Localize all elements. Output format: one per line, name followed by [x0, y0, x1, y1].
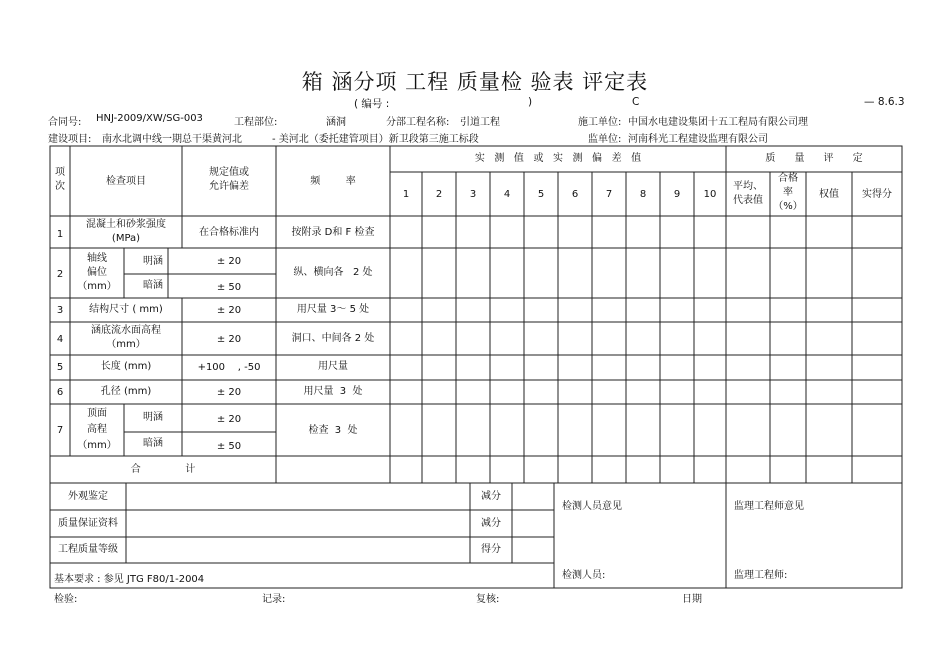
serial-code: — 8.6.3	[864, 96, 905, 108]
row-4-item: 涵底流水面高程 （mm）	[91, 325, 161, 350]
supervisor-label: 监单位:	[588, 134, 622, 145]
footer-record: 记录:	[262, 594, 286, 605]
row-2-tolerance-1: ± 20	[216, 256, 242, 267]
contractor-label: 施工单位:	[578, 117, 622, 128]
row-2-tolerance-2: ± 50	[216, 282, 242, 293]
col-6: 6	[571, 189, 579, 200]
engineer-opinion-label: 监理工程师意见	[734, 501, 804, 512]
row-3-no: 3	[56, 305, 64, 316]
header-item-no: 项 次	[55, 167, 65, 192]
inspector-opinion-label: 检测人员意见	[562, 501, 622, 512]
row-5-tolerance: +100 , -50	[197, 362, 261, 373]
header-frequency: 频 率	[310, 176, 356, 187]
quality-grade-label: 工程质量等级	[58, 544, 118, 555]
row-2-no: 2	[56, 269, 64, 280]
row-3-frequency: 用尺量 3～ 5 处	[296, 304, 370, 315]
row-4-tolerance: ± 20	[216, 334, 242, 345]
serial-label: ( 编号 :	[354, 98, 390, 110]
row-1-no: 1	[56, 229, 64, 240]
appearance-label: 外观鉴定	[68, 491, 108, 502]
deduct-label-2: 减分	[481, 518, 501, 529]
col-5: 5	[537, 189, 545, 200]
row-3-tolerance: ± 20	[216, 305, 242, 316]
row-3-item: 结构尺寸 ( mm)	[89, 304, 163, 315]
col-1: 1	[402, 189, 410, 200]
subproject-label: 分部工程名称:	[386, 117, 450, 128]
footer-review: 复核:	[476, 594, 500, 605]
header-average: 平均、 代表值	[733, 181, 763, 206]
row-4-no: 4	[56, 334, 64, 345]
row-7-no: 7	[56, 425, 64, 436]
basic-requirement: 基本要求 : 参见 JTG F80/1-2004	[54, 574, 205, 585]
col-2: 2	[435, 189, 443, 200]
col-4: 4	[503, 189, 511, 200]
deduct-label-1: 减分	[481, 491, 501, 502]
col-8: 8	[639, 189, 647, 200]
score-label: 得分	[481, 544, 501, 555]
subproject-value: 引道工程	[460, 117, 500, 128]
row-1-tolerance: 在合格标准内	[199, 227, 259, 238]
contract-value: HNJ-2009/XW/SG-003	[96, 113, 203, 124]
row-7-sub-2: 暗涵	[143, 438, 163, 449]
qa-docs-label: 质量保证资料	[58, 518, 118, 529]
header-tolerance: 规定值或 允许偏差	[209, 167, 249, 192]
row-7-tolerance-1: ± 20	[216, 414, 242, 425]
col-7: 7	[605, 189, 613, 200]
col-3: 3	[469, 189, 477, 200]
header-check-item: 检查项目	[106, 176, 146, 187]
header-weight: 权值	[819, 189, 839, 200]
contractor-value: 中国水电建设集团十五工程局有限公司理	[628, 117, 808, 128]
row-5-frequency: 用尺量	[318, 361, 348, 372]
row-1-item: 混凝土和砂浆强度 (MPa)	[86, 219, 166, 244]
row-7-frequency: 检查 3 处	[308, 425, 358, 436]
engineer-signature-label: 监理工程师:	[734, 570, 788, 581]
row-7-sub-1: 明涵	[143, 412, 163, 423]
header-pass-rate: 合格 率 （%）	[773, 173, 803, 212]
inspector-signature-label: 检测人员:	[562, 570, 606, 581]
row-2-sub-1: 明涵	[143, 256, 163, 267]
part-value: 涵洞	[326, 117, 346, 128]
part-label: 工程部位:	[234, 117, 278, 128]
serial-letter: C	[632, 96, 640, 108]
supervisor-value: 河南科光工程建设监理有限公司	[628, 134, 768, 145]
row-7-item: 顶面 高程 （mm）	[77, 408, 117, 451]
footer-date: 日期	[682, 594, 702, 605]
row-5-no: 5	[56, 362, 64, 373]
project-label: 建设项目:	[48, 134, 92, 145]
row-6-no: 6	[56, 387, 64, 398]
total-label: 合 计	[130, 464, 196, 475]
header-measured: 实 测 值 或 实 测 偏 差 值	[474, 153, 642, 164]
header-quality: 质 量 评 定	[765, 153, 863, 164]
row-2-frequency: 纵、横向各 2 处	[293, 267, 373, 278]
row-6-item: 孔径 (mm)	[100, 386, 152, 397]
row-2-sub-2: 暗涵	[143, 280, 163, 291]
row-7-tolerance-2: ± 50	[216, 441, 242, 452]
project-value-2: - 美河北（委托建管项目）新卫段第三施工标段	[272, 134, 479, 145]
col-10: 10	[703, 189, 717, 200]
row-2-item: 轴线 偏位 （mm）	[77, 253, 117, 292]
header-score: 实得分	[862, 189, 892, 200]
row-1-frequency: 按附录 D和 F 检查	[291, 227, 375, 238]
row-5-item: 长度 (mm)	[100, 361, 152, 372]
contract-label: 合同号:	[48, 117, 82, 128]
row-6-frequency: 用尺量 3 处	[303, 386, 363, 397]
page-title: 箱 涵分项 工程 质量检 验表 评定表	[301, 70, 649, 94]
project-value: 南水北调中线一期总干渠黄河北	[102, 134, 242, 145]
col-9: 9	[673, 189, 681, 200]
serial-close: )	[528, 96, 533, 108]
row-4-frequency: 洞口、中间各 2 处	[291, 333, 375, 344]
footer-check: 检验:	[54, 594, 78, 605]
row-6-tolerance: ± 20	[216, 387, 242, 398]
